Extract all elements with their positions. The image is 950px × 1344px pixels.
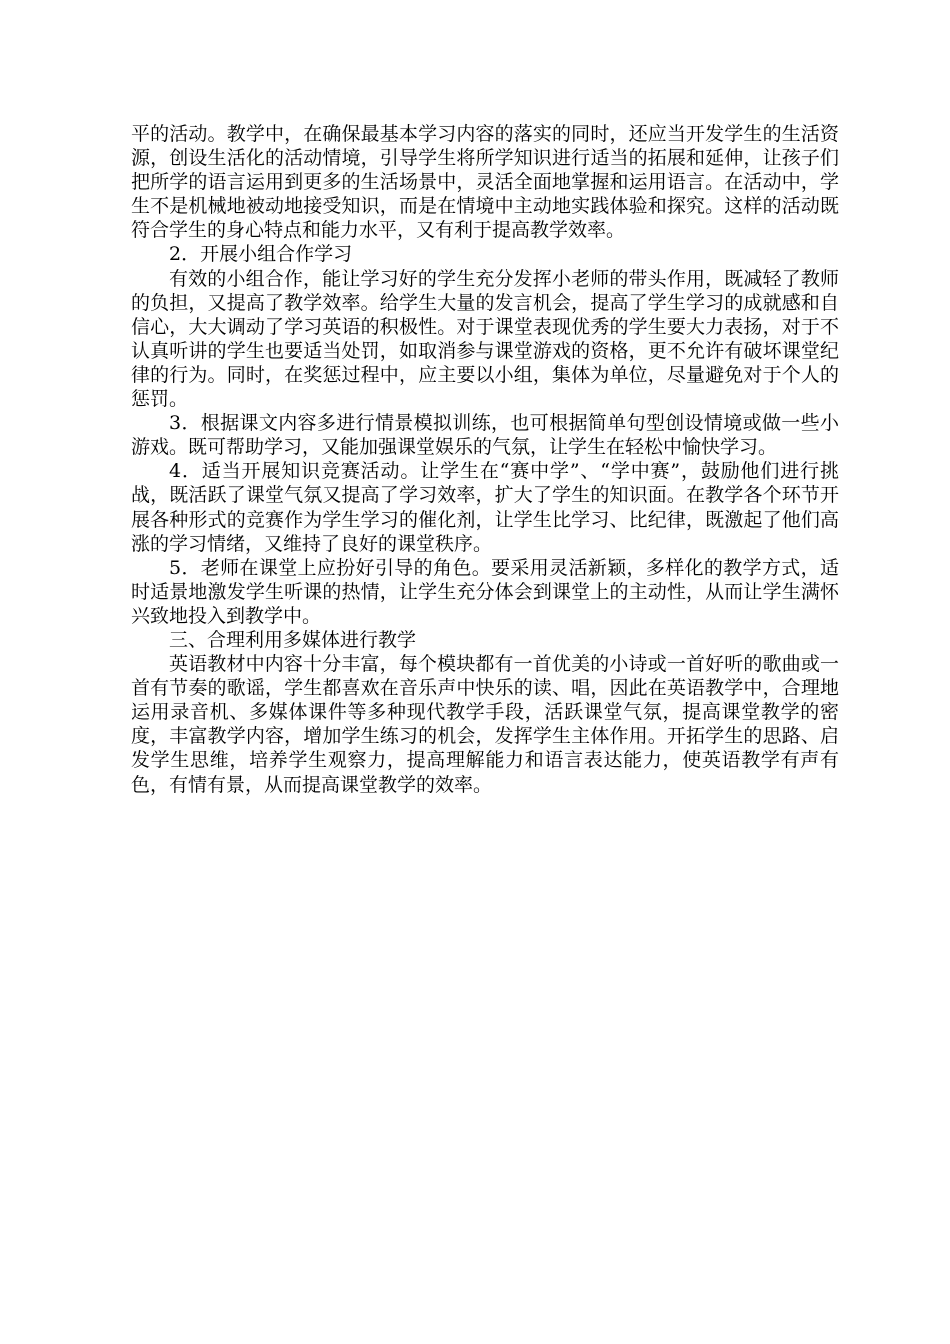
- heading-group-cooperation: 2．开展小组合作学习: [169, 243, 353, 266]
- document-body: [131, 122, 839, 797]
- heading-multimedia: 三、合理利用多媒体进行教学: [169, 628, 417, 651]
- paragraph-group-cooperation: 有效的小组合作，能让学习好的学生充分发挥小老师的带头作用，既减轻了教师的负担，又提高了教学效率。给学生大量的发言机会，提高了学生学习的成就感和自信心，大大调动了学习英语的积极性。对于课堂表现优秀的学生要大力表扬，对于不认真听讲的学生也要适当处罚，如取消参与课堂游戏的资格，更不允许有破坏课堂纪律的行为。同时，在奖惩过程中，应主要以小组，集体为单位，尽量避免对于个人的惩罚。: [131, 267, 839, 411]
- paragraph-teacher-role: 5．老师在课堂上应扮好引导的角色。要采用灵活新颖，多样化的教学方式，适时适景地激发学生听课的热情，让学生充分体会到课堂上的主动性，从而让学生满怀兴致地投入到教学中。: [131, 556, 839, 627]
- paragraph-knowledge-contest: 4．适当开展知识竞赛活动。让学生在“赛中学”、“学中赛”，鼓励他们进行挑战，既活跃了课堂气氛又提高了学习效率，扩大了学生的知识面。在教学各个环节开展各种形式的竞赛作为学生学习的催化剂，让学生比学习、比纪律，既激起了他们高涨的学习情绪，又维持了良好的课堂秩序。: [131, 460, 839, 555]
- paragraph-multimedia: 英语教材中内容十分丰富，每个模块都有一首优美的小诗或一首好听的歌曲或一首有节奏的歌谣，学生都喜欢在音乐声中快乐的读、唱，因此在英语教学中，合理地运用录音机、多媒体课件等多种现代教学手段，活跃课堂气氛，提高课堂教学的密度，丰富教学内容，增加学生练习的机会，发挥学生主体作用。开拓学生的思路、启发学生思维，培养学生观察力，提高理解能力和语言表达能力，使英语教学有声有色，有情有景，从而提高课堂教学的效率。: [131, 653, 839, 796]
- paragraph-scenario-training: 3．根据课文内容多进行情景模拟训练，也可根据简单句型创设情境或做一些小游戏。既可帮助学习，又能加强课堂娱乐的气氛，让学生在轻松中愉快学习。: [131, 412, 839, 459]
- paragraph-continuation: 平的活动。教学中，在确保最基本学习内容的落实的同时，还应当开发学生的生活资源，创设生活化的活动情境，引导学生将所学知识进行适当的拓展和延伸，让孩子们把所学的语言运用到更多的生活场景中，灵活全面地掌握和运用语言。在活动中，学生不是机械地被动地接受知识，而是在情境中主动地实践体验和探究。这样的活动既符合学生的身心特点和能力水平，又有利于提高教学效率。: [131, 123, 839, 242]
